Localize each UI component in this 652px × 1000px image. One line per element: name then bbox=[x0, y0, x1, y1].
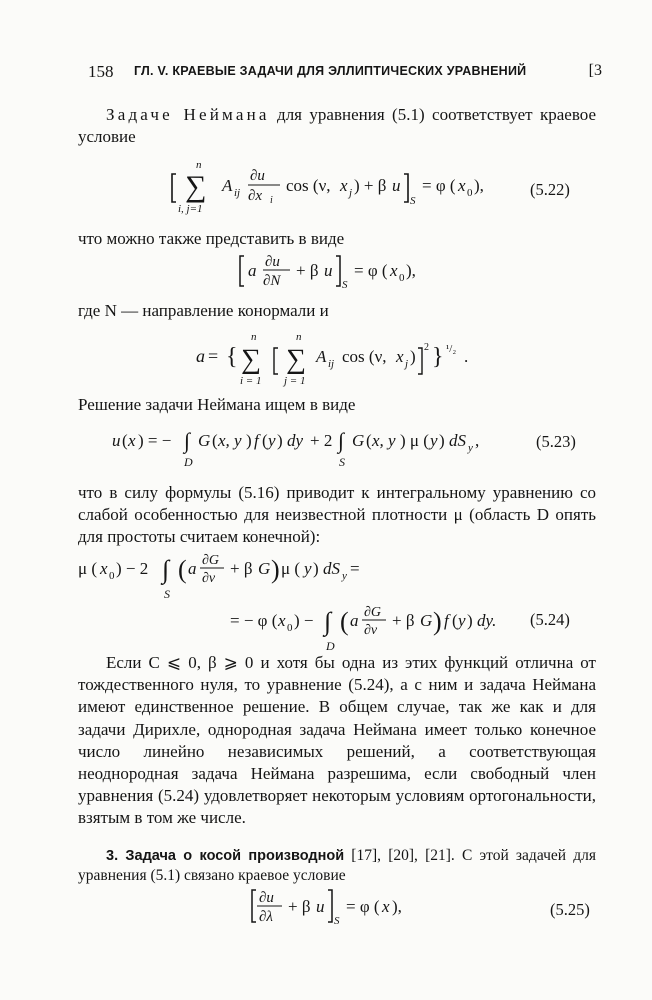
svg-text:x: x bbox=[128, 431, 136, 450]
svg-text:): ) bbox=[439, 431, 445, 450]
eq-number-5-25: (5.25) bbox=[550, 900, 590, 919]
svg-text:) μ (: ) μ ( bbox=[400, 431, 429, 450]
svg-text:u: u bbox=[392, 176, 401, 195]
svg-text:n: n bbox=[251, 331, 257, 343]
svg-text:S: S bbox=[164, 587, 170, 601]
svg-text:j: j bbox=[349, 187, 353, 199]
section-3-heading: 3. Задача о косой производной bbox=[106, 848, 345, 864]
svg-text:(: ( bbox=[178, 555, 187, 584]
svg-text:G: G bbox=[258, 559, 271, 578]
svg-text:x: x bbox=[278, 611, 286, 630]
svg-text:+ 2: + 2 bbox=[310, 431, 333, 450]
text-represent: что можно также представить в виде bbox=[78, 229, 345, 248]
svg-text:i = 1: i = 1 bbox=[240, 375, 262, 387]
svg-text:(: ( bbox=[262, 431, 268, 450]
eq-number-5-23: (5.23) bbox=[536, 432, 576, 451]
svg-text:0: 0 bbox=[399, 272, 405, 284]
svg-text:∑: ∑ bbox=[286, 344, 306, 375]
equation-5-24 bbox=[78, 548, 518, 658]
svg-text:): ) bbox=[433, 607, 442, 636]
section-mark: [3 bbox=[588, 62, 602, 79]
svg-text:∑: ∑ bbox=[185, 170, 207, 203]
svg-text:f: f bbox=[254, 431, 259, 450]
text-conormal: где N — направление конормали и bbox=[78, 301, 329, 320]
svg-text:u: u bbox=[324, 261, 333, 280]
svg-text:∂ν: ∂ν bbox=[364, 623, 378, 638]
svg-text:x: x bbox=[390, 261, 398, 280]
equation-5-25 bbox=[250, 886, 440, 934]
svg-text:∂N: ∂N bbox=[263, 273, 281, 289]
svg-text:): ) bbox=[271, 555, 280, 584]
svg-text:∂u: ∂u bbox=[250, 168, 265, 184]
svg-text:,: , bbox=[475, 431, 480, 450]
svg-text:= φ (: = φ ( bbox=[422, 176, 456, 195]
svg-text:x: x bbox=[458, 176, 466, 195]
svg-text:∂u: ∂u bbox=[265, 254, 280, 270]
svg-text:a: a bbox=[188, 559, 197, 578]
svg-text:∫: ∫ bbox=[338, 428, 345, 453]
svg-text:x: x bbox=[340, 176, 348, 195]
paragraph-integral-equation: что в силу формулы (5.16) приводит к интегральному уравнению со слабой особенностью для неизвестной плотности μ (область D опять для простоты считаем конечной): bbox=[78, 483, 596, 547]
intro-paragraph bbox=[78, 104, 596, 148]
svg-text:= − φ (: = − φ ( bbox=[230, 611, 278, 630]
svg-text:∫: ∫ bbox=[184, 428, 191, 453]
svg-text:∫: ∫ bbox=[162, 555, 170, 584]
svg-text:0: 0 bbox=[467, 187, 473, 199]
svg-text:D: D bbox=[184, 455, 193, 469]
equation-5-23 bbox=[112, 422, 532, 472]
svg-text:) + β: ) + β bbox=[354, 176, 387, 195]
equation-conormal bbox=[238, 252, 458, 296]
svg-text:S: S bbox=[339, 455, 345, 469]
svg-text:μ (: μ ( bbox=[281, 559, 301, 578]
svg-text:∂λ: ∂λ bbox=[259, 909, 273, 925]
svg-text:= φ (: = φ ( bbox=[346, 897, 380, 916]
svg-text:): ) bbox=[313, 559, 319, 578]
section-3-paragraph bbox=[78, 846, 596, 886]
svg-text:): ) bbox=[467, 611, 473, 630]
svg-text:dS: dS bbox=[323, 559, 340, 578]
svg-text:y: y bbox=[458, 611, 466, 630]
section-3-text: [17], [20], [21]. С этой задачей для уравнения (5.1) связано краевое условие bbox=[78, 847, 596, 884]
svg-text:∂u: ∂u bbox=[259, 890, 274, 906]
svg-text:ij: ij bbox=[328, 358, 335, 370]
svg-text:x, y: x, y bbox=[218, 431, 242, 450]
svg-text:x: x bbox=[100, 559, 108, 578]
svg-text:x: x bbox=[396, 347, 404, 366]
svg-text:0: 0 bbox=[109, 570, 115, 582]
svg-text:i: i bbox=[270, 195, 273, 206]
svg-text:(: ( bbox=[340, 607, 349, 636]
page-number: 158 bbox=[88, 62, 114, 81]
svg-text:A: A bbox=[316, 347, 327, 366]
svg-text:S: S bbox=[410, 195, 416, 207]
svg-text:+ β: + β bbox=[392, 611, 415, 630]
svg-text:): ) bbox=[246, 431, 252, 450]
svg-text:0: 0 bbox=[287, 622, 293, 634]
svg-text:) −: ) − bbox=[294, 611, 314, 630]
svg-text:G: G bbox=[420, 611, 433, 630]
svg-text:∑: ∑ bbox=[241, 344, 261, 375]
svg-text:),: ), bbox=[406, 261, 416, 280]
svg-text:),: ), bbox=[392, 897, 402, 916]
svg-text:x: x bbox=[382, 897, 390, 916]
svg-text:j: j bbox=[405, 358, 409, 370]
paragraph-uniqueness: Если C ⩽ 0, β ⩾ 0 и хотя бы одна из этих функций отлична от тождественного нуля, то уравнение (5.24), а с ним и задача Неймана имеют единственное решение. В общем случае, так же как и для задачи Дирихле, однородная задача Неймана имеет только конечное число линейно независимых решений, а соответствующая неоднородная задача Неймана разрешима, если свободный член уравнения (5.24) удовлетворяет некоторым условиям ортогональности, взятым в том же числе. bbox=[78, 653, 596, 828]
svg-text:∂G: ∂G bbox=[202, 553, 220, 568]
svg-text:dS: dS bbox=[449, 431, 466, 450]
svg-text:(: ( bbox=[122, 431, 128, 450]
svg-text:),: ), bbox=[474, 176, 484, 195]
svg-text:S: S bbox=[342, 279, 348, 291]
svg-text:dy: dy bbox=[287, 431, 304, 450]
equation-a bbox=[196, 326, 516, 392]
svg-text:i, j=1: i, j=1 bbox=[178, 203, 203, 215]
svg-text:) − 2: ) − 2 bbox=[116, 559, 149, 578]
svg-text:n: n bbox=[296, 331, 302, 343]
running-header bbox=[88, 62, 602, 86]
svg-text:(: ( bbox=[212, 431, 218, 450]
svg-text:u: u bbox=[316, 897, 325, 916]
svg-text:y: y bbox=[342, 570, 347, 582]
intro-text: для уравнения (5.1) соответствует краевое условие bbox=[78, 105, 596, 147]
svg-text:f: f bbox=[444, 611, 449, 630]
svg-text:D: D bbox=[326, 639, 335, 653]
svg-text:A: A bbox=[222, 176, 233, 195]
svg-text:= φ (: = φ ( bbox=[354, 261, 388, 280]
svg-text:j = 1: j = 1 bbox=[284, 375, 306, 387]
svg-text:∂ν: ∂ν bbox=[202, 571, 216, 586]
svg-text:∫: ∫ bbox=[324, 607, 332, 636]
svg-text:ij: ij bbox=[234, 187, 241, 199]
eq-number-5-22: (5.22) bbox=[530, 180, 570, 199]
svg-text:dy.: dy. bbox=[477, 611, 497, 630]
svg-text:=: = bbox=[350, 559, 360, 578]
svg-text:u: u bbox=[112, 431, 121, 450]
svg-text:.: . bbox=[464, 347, 469, 366]
svg-text:¹/₂: ¹/₂ bbox=[446, 343, 457, 355]
svg-text:=: = bbox=[208, 346, 219, 366]
svg-text:G: G bbox=[352, 431, 365, 450]
svg-text:(: ( bbox=[452, 611, 458, 630]
equation-5-22 bbox=[170, 154, 500, 218]
svg-text:+ β: + β bbox=[288, 897, 311, 916]
svg-text:x, y: x, y bbox=[372, 431, 396, 450]
text-solution-intro: Решение задачи Неймана ищем в виде bbox=[78, 395, 356, 414]
svg-text:) = −: ) = − bbox=[138, 431, 172, 450]
spaced-term: Задаче Неймана bbox=[106, 105, 270, 124]
chapter-title: ГЛ. V. КРАЕВЫЕ ЗАДАЧИ ДЛЯ ЭЛЛИПТИЧЕСКИХ УРАВНЕНИЙ bbox=[134, 64, 527, 78]
svg-text:G: G bbox=[198, 431, 211, 450]
svg-text:n: n bbox=[196, 159, 202, 171]
svg-text:∂x: ∂x bbox=[248, 188, 263, 204]
svg-text:): ) bbox=[410, 347, 416, 366]
svg-text:+ β: + β bbox=[230, 559, 253, 578]
svg-text:∂G: ∂G bbox=[364, 605, 382, 620]
svg-text:cos (ν,: cos (ν, bbox=[342, 347, 387, 366]
eq-number-5-24: (5.24) bbox=[530, 610, 570, 629]
svg-text:(: ( bbox=[366, 431, 372, 450]
svg-text:S: S bbox=[334, 915, 340, 927]
svg-text:y: y bbox=[304, 559, 312, 578]
svg-text:2: 2 bbox=[424, 342, 429, 353]
svg-text:y: y bbox=[468, 442, 473, 454]
svg-text:}: } bbox=[432, 344, 444, 370]
svg-text:a: a bbox=[350, 611, 359, 630]
svg-text:a: a bbox=[248, 261, 257, 280]
svg-text:+ β: + β bbox=[296, 261, 319, 280]
svg-text:y: y bbox=[268, 431, 276, 450]
svg-text:): ) bbox=[277, 431, 283, 450]
svg-text:cos (ν,: cos (ν, bbox=[286, 176, 331, 195]
svg-text:μ (: μ ( bbox=[78, 559, 98, 578]
svg-text:a: a bbox=[196, 346, 205, 366]
svg-text:{: { bbox=[226, 344, 238, 370]
svg-text:y: y bbox=[430, 431, 438, 450]
